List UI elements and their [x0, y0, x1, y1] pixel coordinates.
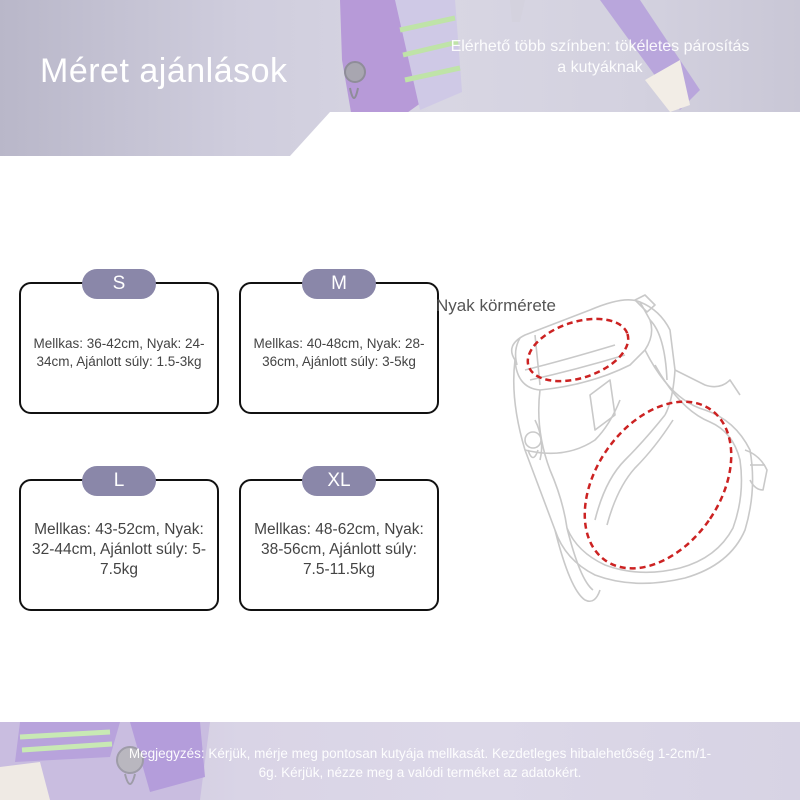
footer-note: Megjegyzés: Kérjük, mérje meg pontosan kutyája mellkasát. Kezdetleges hibalehetőség 1-2cm/1-6g. Kérjük, nézze meg a valódi terméket az adatokért.: [128, 746, 712, 780]
banner-corner: [290, 112, 330, 156]
size-tag-s: S: [82, 269, 156, 299]
page-title: Méret ajánlások: [40, 52, 288, 90]
harness-sketch: [495, 290, 785, 630]
size-tag-l: L: [82, 466, 156, 496]
size-card-s: [19, 273, 219, 414]
size-description-xl: Mellkas: 48-62cm, Nyak: 38-56cm, Ajánlott súly: 7.5-11.5kg: [254, 521, 424, 578]
size-card-m: [239, 273, 439, 414]
size-tag-m: M: [302, 269, 376, 299]
banner-subtitle: Elérhető több színben: tökéletes párosítás a kutyáknak: [450, 38, 750, 76]
size-card-xl: [239, 470, 439, 611]
footer-banner: [0, 722, 800, 800]
size-tag-xl: XL: [302, 466, 376, 496]
size-description-s: Mellkas: 36-42cm, Nyak: 24-34cm, Ajánlott súly: 1.5-3kg: [33, 336, 205, 369]
size-description-l: Mellkas: 43-52cm, Nyak: 32-44cm, Ajánlott súly: 5-7.5kg: [31, 521, 207, 578]
neck-circumference-label: Nyak körmérete: [436, 296, 556, 315]
neck-measure-line: [520, 307, 636, 392]
chest-measure-line: [554, 374, 761, 596]
size-card-l: [19, 470, 219, 611]
banner-cutout: [330, 112, 800, 156]
size-description-m: Mellkas: 40-48cm, Nyak: 28-36cm, Ajánlott súly: 3-5kg: [253, 336, 425, 369]
header-banner: [0, 0, 800, 156]
